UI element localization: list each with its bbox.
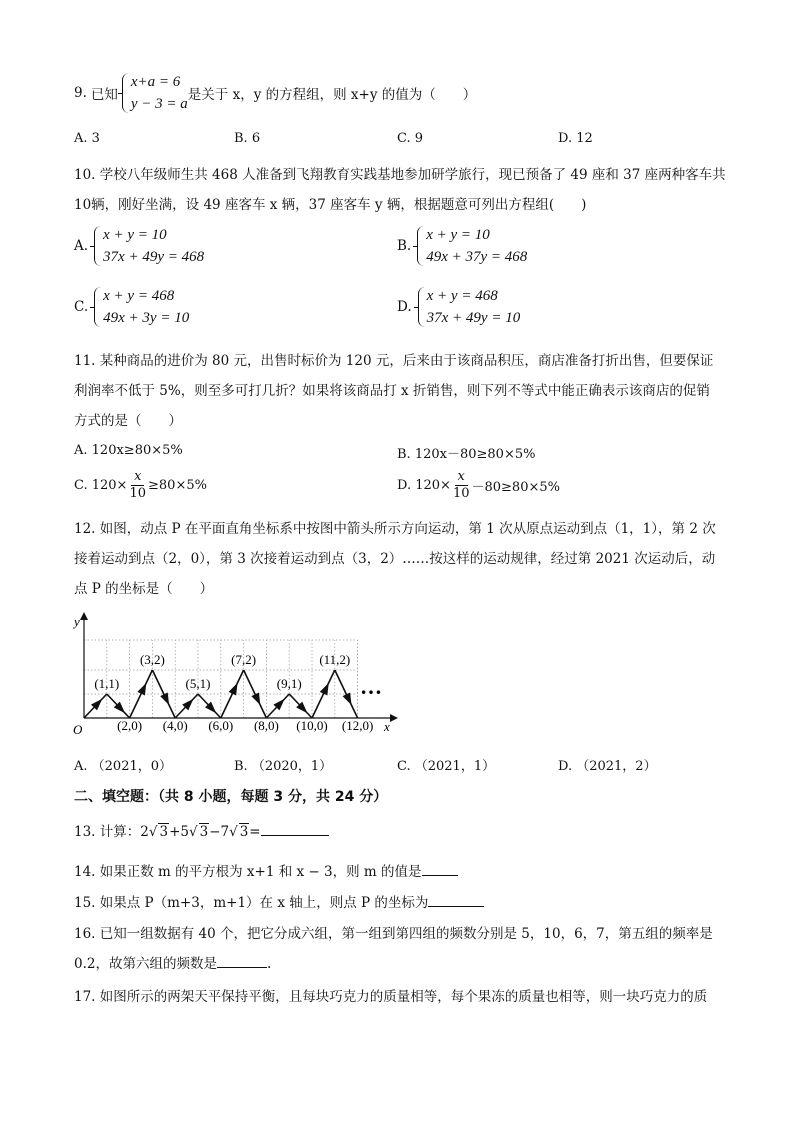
q10-c-eq1: x + y = 468 <box>103 288 175 304</box>
q14-answer-blank[interactable] <box>422 861 458 876</box>
point-label: (1,1) <box>94 676 120 691</box>
q11-line-1: 11. 某种商品的进价为 80 元，出售时标价为 120 元，后来由于该商品积压，商店准备打折出售，但要保证 <box>74 353 714 369</box>
question-13 <box>74 820 329 840</box>
q13-equals: = <box>249 824 261 840</box>
q12-option-c: C. （2021，1） <box>397 759 496 774</box>
q13-coef-2: +5 <box>169 824 189 840</box>
point-label: (7,2) <box>231 652 257 667</box>
q10-d-eq1: x + y = 468 <box>426 288 498 304</box>
q11-option-c <box>74 469 207 502</box>
q13-radicand-1: 3 <box>159 824 169 840</box>
point-label: (9,1) <box>276 676 302 691</box>
q10-line-2: 10辆，刚好坐满，设 49 座客车 x 辆，37 座客车 y 辆，根据题意可列出方程组( ) <box>74 197 587 213</box>
path-arrowhead <box>137 683 146 696</box>
point-label: (6,0) <box>208 718 234 733</box>
q9-eq1: x+a = 6 <box>130 74 181 90</box>
q11-d-numerator: x <box>455 469 468 486</box>
q13-radicand-3: 3 <box>239 824 249 840</box>
q15-text: 15. 如果点 P（m+3，m+1）在 x 轴上，则点 P 的坐标为 <box>74 895 429 911</box>
path-arrowhead <box>251 693 260 706</box>
y-axis-arrow <box>80 612 88 620</box>
q12-line-1: 12. 如图，动点 P 在平面直角坐标系中按图中箭头所示方向运动，第 1 次从原点运动到点（1，1），第 2 次 <box>74 521 716 537</box>
q9-option-a: A. 3 <box>74 131 100 146</box>
path-arrowhead <box>343 693 352 706</box>
q12-line-3: 点 P 的坐标是（ ） <box>74 581 214 597</box>
q10-a-eq2: 37x + 49y = 468 <box>103 249 205 265</box>
q12-option-d: D. （2021，2） <box>558 759 657 774</box>
point-label: (12,0) <box>341 718 374 733</box>
q12-option-a: A. （2021，0） <box>74 759 173 774</box>
q11-c-denominator: 10 <box>129 486 147 501</box>
q10-option-a <box>74 224 204 268</box>
q10-option-d-label: D. <box>397 299 412 315</box>
point-label: (8,0) <box>253 718 279 733</box>
q11-option-c-pre: C. 120× <box>74 478 128 493</box>
q17-line-1: 17. 如图所示的两架天平保持平衡，且每块巧克力的质量相等，每个果冻的质量也相等，则一块巧克力的质 <box>74 989 708 1005</box>
q14-text: 14. 如果正数 m 的平方根为 x+1 和 x − 3，则 m 的值是 <box>74 864 422 880</box>
point-label: (3,2) <box>139 652 165 667</box>
q10-option-a-system <box>94 224 204 268</box>
q10-option-d <box>397 285 520 329</box>
q10-option-c-label: C. <box>74 299 89 315</box>
x-axis-label: x <box>384 719 390 734</box>
question-14 <box>74 860 458 880</box>
q13-prompt: 13. 计算： <box>74 824 141 840</box>
path-arrowhead <box>160 693 169 706</box>
q11-option-a: A. 120x≥80×5% <box>74 443 183 458</box>
q16-line-2-wrap <box>74 952 271 972</box>
point-label: (10,0) <box>296 718 328 733</box>
q9-equation-system <box>122 71 188 115</box>
q11-option-c-post: ≥80×5% <box>148 478 207 493</box>
q10-option-c <box>74 285 189 329</box>
point-label: (4,0) <box>162 718 188 733</box>
q10-b-eq2: 49x + 37y = 468 <box>426 249 528 265</box>
point-label: (2,0) <box>117 718 143 733</box>
q11-d-denominator: 10 <box>452 486 470 501</box>
point-label: (11,2) <box>319 652 351 667</box>
q10-option-b <box>397 224 527 268</box>
y-axis-label: y <box>74 614 80 629</box>
q11-line-3: 方式的是（ ） <box>74 413 182 429</box>
q9-prefix: 已知 <box>90 87 118 103</box>
q11-option-d-fraction <box>453 469 470 502</box>
origin-label: O <box>73 722 83 737</box>
q9-eq2: y − 3 = a <box>130 96 188 112</box>
q11-option-d <box>397 469 560 502</box>
continuation-dots: … <box>360 674 382 699</box>
q9-option-b: B. 6 <box>234 131 261 146</box>
q16-end: . <box>266 956 272 972</box>
section-2-title: 二、填空题：（共 8 小题，每题 3 分，共 24 分） <box>74 789 388 805</box>
q10-option-d-system <box>418 285 521 329</box>
q12-coordinate-chart <box>68 606 408 742</box>
q12-line-2: 接着运动到点（2，0），第 3 次接着运动到点（3，2）……按这样的运动规律，经过第 2021 次运动后，动 <box>74 551 716 567</box>
path-arrowhead <box>320 683 329 696</box>
q9-option-d: D. 12 <box>558 131 593 146</box>
q11-option-b: B. 120x－80≥80×5% <box>397 447 536 462</box>
q11-option-c-fraction <box>129 469 146 502</box>
q13-radical-3: √ 3 <box>229 824 249 840</box>
q11-option-d-pre: D. 120× <box>397 478 451 493</box>
q11-option-d-post: －80≥80×5% <box>471 480 560 495</box>
q9-suffix: 是关于 x，y 的方程组，则 x+y 的值为（ ） <box>187 87 477 103</box>
q13-coef-3: −7 <box>209 824 230 840</box>
q10-d-eq2: 37x + 49y = 10 <box>426 310 521 326</box>
q16-line-2: 0.2，故第六组的频数是 <box>74 956 217 972</box>
q11-c-numerator: x <box>131 469 144 486</box>
q13-radicand-2: 3 <box>199 824 209 840</box>
q9-option-c: C. 9 <box>397 131 424 146</box>
path-arrowhead <box>229 683 238 696</box>
q15-answer-blank[interactable] <box>428 892 484 907</box>
q16-answer-blank[interactable] <box>217 953 267 968</box>
x-axis-arrow <box>390 714 398 722</box>
q10-option-b-system <box>417 224 527 268</box>
q13-radical-1: √ 3 <box>148 824 169 840</box>
q10-b-eq1: x + y = 10 <box>426 227 490 243</box>
question-9 <box>74 70 476 116</box>
q10-option-b-label: B. <box>397 238 412 254</box>
q16-line-1: 16. 已知一组数据有 40 个，把它分成六组，第一组到第四组的频数分别是 5，10，6，7，第五组的频率是 <box>74 926 713 942</box>
question-15 <box>74 891 484 911</box>
q11-line-2: 利润率不低于 5%，则至多可打几折？如果将该商品打 x 折销售，则下列不等式中能正确表示该商店的促销 <box>74 383 710 399</box>
q12-option-b: B. （2020，1） <box>234 759 333 774</box>
q10-line-1: 10. 学校八年级师生共 468 人准备到飞翔教育实践基地参加研学旅行，现已预备了 49 座和 37 座两种客车共 <box>74 167 726 183</box>
q9-number: 9. <box>74 85 87 101</box>
chart-grid <box>84 640 358 718</box>
q10-option-c-system <box>94 285 189 329</box>
q10-option-a-label: A. <box>74 238 89 254</box>
point-label: (5,1) <box>185 676 211 691</box>
q13-answer-blank[interactable] <box>261 821 329 836</box>
q13-coef-1: 2 <box>140 824 149 840</box>
q13-radical-2: √ 3 <box>188 824 209 840</box>
q10-a-eq1: x + y = 10 <box>103 227 167 243</box>
q10-c-eq2: 49x + 3y = 10 <box>103 310 190 326</box>
